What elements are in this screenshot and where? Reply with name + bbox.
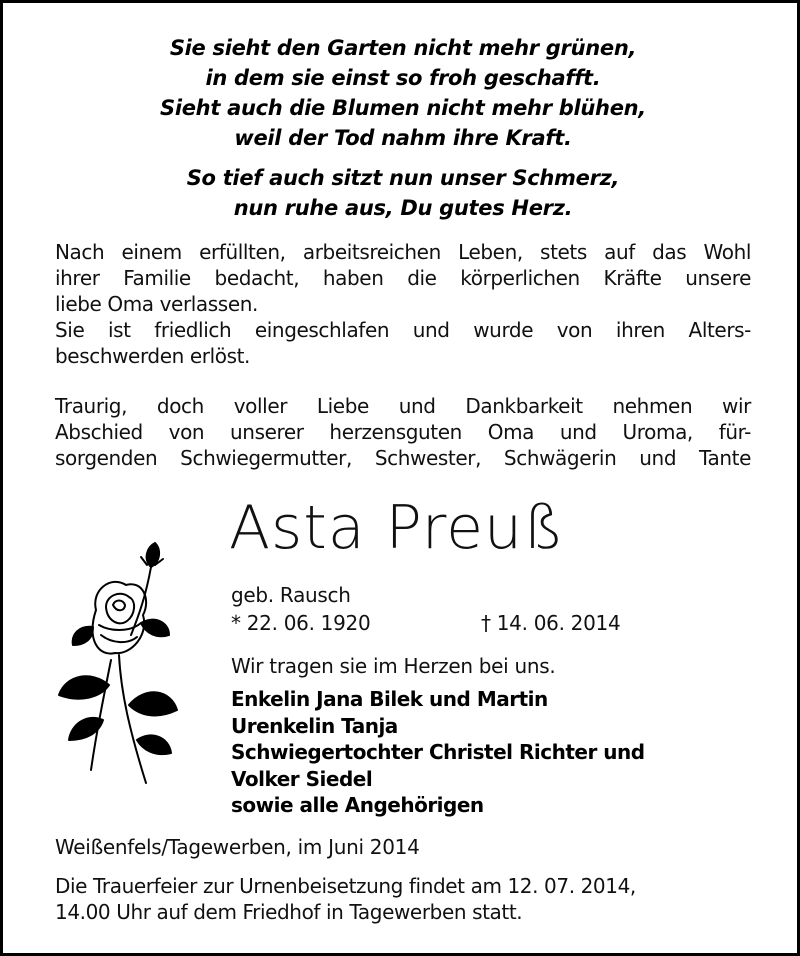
maiden-name: geb. Rausch: [231, 583, 351, 607]
farewell-line: sorgenden Schwiegermutter, Schwester, Schwägerin und Tante: [55, 446, 751, 470]
mourner: sowie alle Angehörigen: [231, 793, 484, 817]
poem-line: Sie sieht den Garten nicht mehr grünen,: [169, 36, 637, 60]
deceased-name: Asta Preuß: [229, 493, 565, 563]
intro-line: Sie ist friedlich eingeschlafen und wurde von ihren Alters-: [55, 318, 751, 342]
poem-line: So tief auch sitzt nun unser Schmerz,: [186, 166, 620, 190]
mourner: Enkelin Jana Bilek und Martin: [231, 687, 548, 711]
mourners-list: [231, 686, 645, 819]
mourner: Volker Siedel: [231, 766, 373, 791]
mourner: Schwiegertochter Christel Richter und: [231, 740, 645, 764]
intro-line: beschwerden erlöst.: [55, 344, 250, 368]
intro-paragraph: [55, 239, 751, 369]
farewell-line: Abschied von unserer herzensguten Oma und Uroma, für-: [55, 420, 751, 444]
motto: Wir tragen sie im Herzen bei uns.: [231, 654, 556, 678]
farewell-line: Traurig, doch voller Liebe und Dankbarkeit nehmen wir: [55, 394, 751, 418]
place-date: Weißenfels/Tagewerben, im Juni 2014: [55, 835, 420, 859]
poem-line: Sieht auch die Blumen nicht mehr blühen,: [160, 96, 646, 120]
service-line: Die Trauerfeier zur Urnenbeisetzung findet am 12. 07. 2014,: [55, 874, 636, 898]
birth-date: * 22. 06. 1920: [231, 611, 371, 635]
intro-line: liebe Oma verlassen.: [55, 292, 258, 316]
death-date: † 14. 06. 2014: [481, 611, 621, 635]
mourner: Urenkelin Tanja: [231, 713, 398, 738]
intro-line: ihrer Familie bedacht, haben die körperlichen Kräfte unsere: [55, 266, 751, 290]
rose-icon: [51, 535, 181, 795]
poem-stanza-2: [3, 163, 800, 223]
intro-line: Nach einem erfüllten, arbeitsreichen Leben, stets auf das Wohl: [55, 240, 751, 264]
poem-line: weil der Tod nahm ihre Kraft.: [234, 126, 572, 150]
poem-stanza-1: [3, 33, 800, 153]
poem-line: in dem sie einst so froh geschafft.: [205, 66, 601, 90]
service-info: [55, 873, 751, 925]
poem-line: nun ruhe aus, Du gutes Herz.: [233, 196, 573, 220]
service-line: 14.00 Uhr auf dem Friedhof in Tagewerben statt.: [55, 900, 523, 924]
farewell-paragraph: [55, 393, 751, 471]
